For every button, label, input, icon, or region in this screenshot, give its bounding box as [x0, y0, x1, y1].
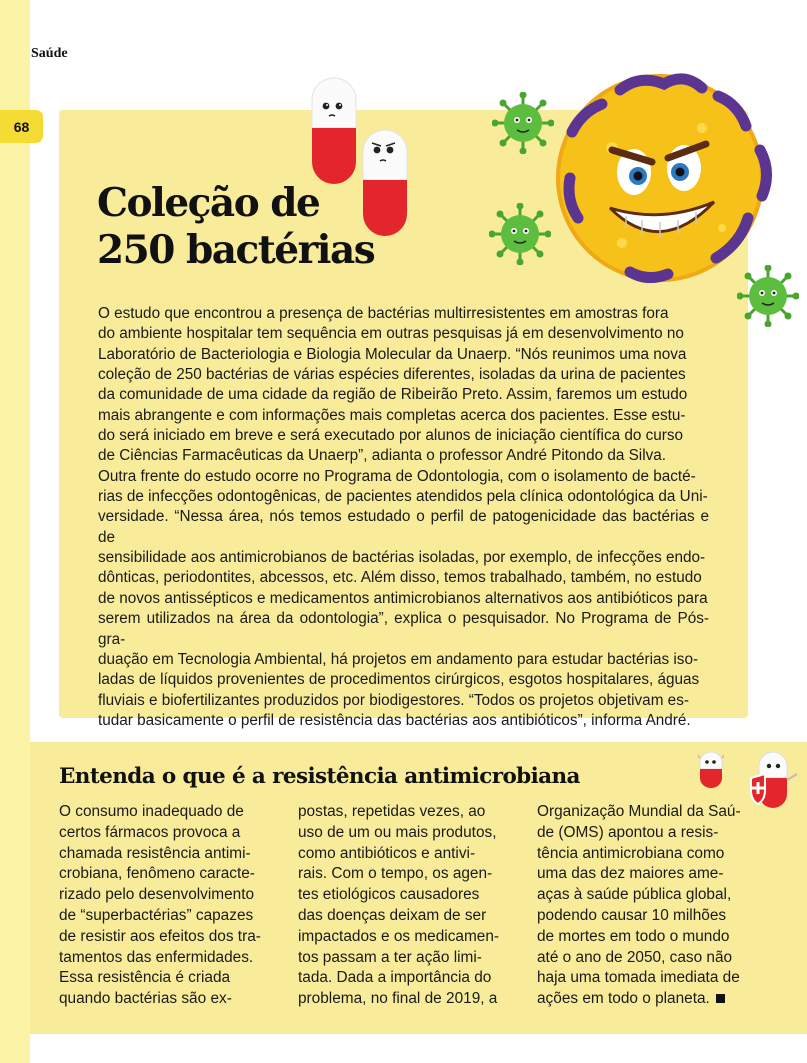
body-line: do ambiente hospitalar tem sequência em outras pesquisas já em desenvolvimento no	[98, 325, 684, 343]
column-line: rizado pelo desenvolvimento	[59, 886, 255, 904]
column-line: de “superbactérias” capazes	[59, 906, 254, 924]
title-line: 250 bactérias	[97, 227, 375, 273]
body-line: O estudo que encontrou a presença de bactérias multirresistentes em amostras fora	[98, 305, 669, 322]
column-line: de (OMS) apontou a resis-	[537, 823, 719, 841]
body-line: de Ciências Farmacêuticas da Unaerp”, adianta o professor André Pitondo da Silva.	[98, 447, 667, 465]
pill-character-icon	[310, 76, 358, 186]
article-title	[97, 180, 374, 274]
body-line: de novos antissépticos e medicamentos antimicrobianos alternativos aos antibióticos para	[98, 589, 708, 607]
body-line: sensibilidade aos antimicrobianos de bactérias isoladas, por exemplo, de infecções endo-	[98, 549, 706, 567]
article-body	[98, 304, 709, 731]
body-line: ladas de líquidos provenientes de procedimentos cirúrgicos, esgotos hospitalares, águas	[98, 671, 700, 689]
column-line: das doenças deixam de ser	[298, 906, 487, 924]
column-line: tamentos das enfermidades.	[59, 948, 254, 966]
column-line: tada. Dada a importância do	[298, 969, 492, 987]
column-line: rais. Com o tempo, os agen-	[298, 865, 493, 883]
end-of-article-mark	[716, 994, 725, 1003]
page-number: 68	[13, 118, 30, 135]
body-line: Laboratório de Bacteriologia e Biologia Molecular da Unaerp. “Nós reunimos uma nova	[98, 345, 687, 363]
column-line: problema, no final de 2019, a	[298, 990, 498, 1008]
title-line: Coleção de	[97, 180, 320, 226]
angry-bacteria-icon	[552, 68, 780, 286]
body-line: do será iniciado em breve e será executado por alunos de iniciação científica do curso	[98, 427, 684, 445]
page-number-tab	[0, 110, 43, 143]
body-line: serem utilizados na área da odontologia”, explica o pesquisador. No Programa de Pós-gra-	[98, 610, 709, 648]
column-line: Essa resistência é criada	[59, 969, 231, 987]
sidebar-title: Entenda o que é a resistência antimicrobiana	[59, 764, 580, 789]
body-line: rias de infecções odontogênicas, de pacientes atendidos pela clínica odontológica da Uni-	[98, 488, 708, 506]
sidebar-column-2	[298, 802, 499, 1010]
body-line: dônticas, periodontites, abcessos, etc. Além disso, temos trabalhado, também, no estudo	[98, 569, 702, 587]
left-margin-strip	[0, 0, 30, 1063]
body-line: coleção de 250 bactérias de várias espécies diferentes, isoladas da urina de pacientes	[98, 366, 686, 384]
column-line: O consumo inadequado de	[59, 803, 244, 820]
body-line: da comunidade de uma cidade da região de Ribeirão Preto. Assim, faremos um estudo	[98, 386, 688, 404]
column-line: uma das dez maiores ame-	[537, 865, 724, 883]
sidebar-column-1	[59, 802, 261, 1010]
body-line: tudar basicamente o perfil de resistência das bactérias aos antibióticos”, informa André.	[98, 711, 691, 729]
column-line: impactados e os medicamen-	[298, 927, 500, 945]
column-line: tos passam a ter ação limi-	[298, 948, 482, 966]
column-line: uso de um ou mais produtos,	[298, 823, 497, 841]
virus-character-icon	[489, 203, 551, 265]
body-line: mais abrangente e com informações mais completas acerca dos pacientes. Esse estu-	[98, 406, 686, 424]
column-line: de mortes em todo o mundo	[537, 927, 730, 945]
sidebar-column-3	[537, 802, 741, 1010]
body-line: Outra frente do estudo ocorre no Programa de Odontologia, com o isolamento de bacté-	[98, 467, 696, 485]
column-line: ações em todo o planeta.	[537, 990, 710, 1008]
pill-character-icon	[698, 752, 724, 788]
column-line: chamada resistência antimi-	[59, 844, 251, 862]
column-line: crobiana, fenômeno caracte-	[59, 865, 255, 883]
column-line: até o ano de 2050, caso não	[537, 948, 733, 966]
virus-character-icon	[492, 92, 554, 154]
body-line: fluviais e biofertilizantes produzidos por biodigestores. “Todos os projetos objetivam es-	[98, 691, 689, 709]
column-last-line	[537, 989, 741, 1010]
column-line: tência antimicrobiana como	[537, 844, 725, 862]
section-label: Saúde	[31, 46, 68, 61]
column-line: haja uma tomada imediata de	[537, 969, 740, 987]
column-line: certos fármacos provoca a	[59, 823, 241, 841]
column-line: Organização Mundial da Saú-	[537, 803, 741, 820]
body-line: versidade. “Nessa área, nós temos estudado o perfil de patogenicidade das bactérias e de	[98, 508, 709, 546]
shield-pill-icon	[749, 750, 799, 810]
column-line: podendo causar 10 milhões	[537, 906, 727, 924]
body-line: duação em Tecnologia Ambiental, há projetos em andamento para estudar bactérias iso-	[98, 650, 699, 668]
column-line: de resistir aos efeitos dos tra-	[59, 927, 261, 945]
column-line: quando bactérias são ex-	[59, 990, 232, 1008]
column-line: tes etiológicos causadores	[298, 886, 480, 904]
column-line: aças à saúde pública global,	[537, 886, 732, 904]
column-line: como antibióticos e antivi-	[298, 844, 476, 862]
column-line: postas, repetidas vezes, ao	[298, 803, 486, 820]
